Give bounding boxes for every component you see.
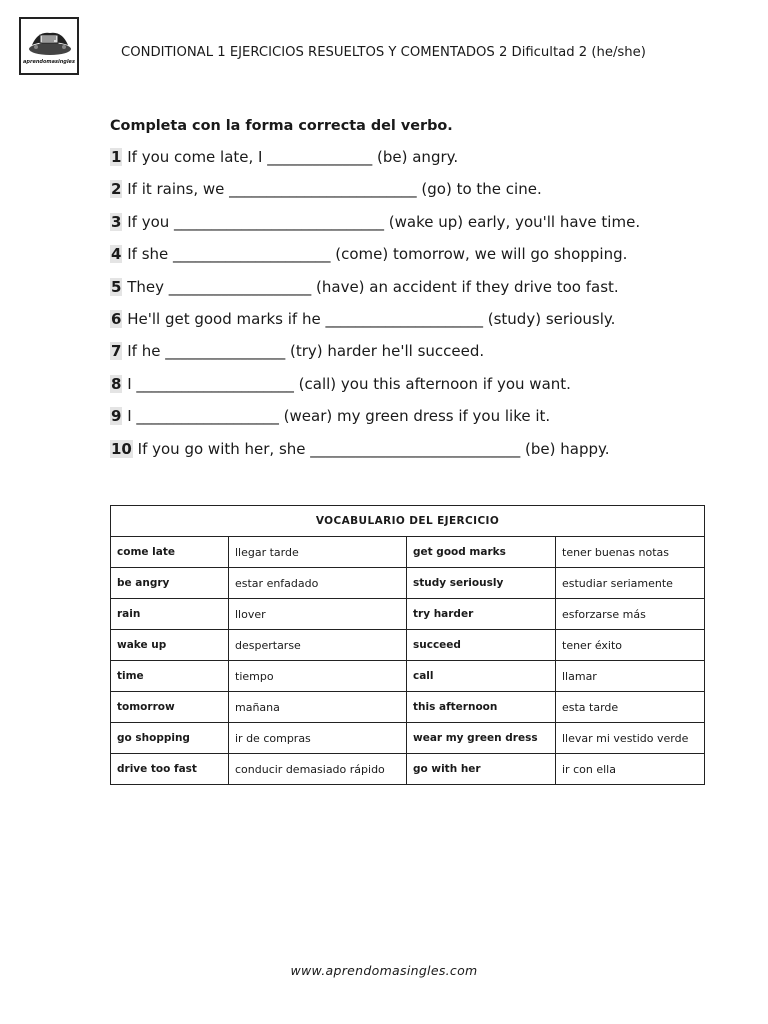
- exercise-sentence: If you ____________________________ (wake up) early, you'll have time.: [127, 212, 641, 231]
- footer-website: www.aprendomasingles.com: [290, 963, 478, 978]
- exercise-item: [110, 180, 542, 198]
- vocab-term-english: this afternoon: [407, 692, 556, 723]
- exercise-instruction: Completa con la forma correcta del verbo.: [110, 118, 453, 134]
- logo-illustration-icon: [26, 25, 74, 57]
- exercise-sentence: If he ________________ (try) harder he'll succeed.: [127, 342, 485, 361]
- vocab-term-english: study seriously: [407, 568, 556, 599]
- vocab-term-spanish: estudiar seriamente: [556, 568, 705, 599]
- exercise-number: 6: [111, 310, 122, 328]
- vocab-term-english: get good marks: [407, 537, 556, 568]
- vocab-term-spanish: esta tarde: [556, 692, 705, 723]
- exercise-item: [110, 375, 571, 393]
- table-row: [111, 630, 705, 661]
- table-row: [111, 723, 705, 754]
- table-row: [111, 599, 705, 630]
- vocab-term-spanish: ir de compras: [229, 723, 407, 754]
- vocab-term-spanish: tener éxito: [556, 630, 705, 661]
- table-row: [111, 692, 705, 723]
- exercise-sentence: He'll get good marks if he _____________________ (study) seriously.: [127, 310, 616, 328]
- vocab-term-english: rain: [111, 599, 229, 630]
- vocab-term-english: go with her: [407, 754, 556, 785]
- exercise-item: [110, 310, 615, 328]
- exercise-sentence: If it rains, we _________________________ (go) to the cine.: [127, 180, 542, 199]
- exercise-sentence: If she _____________________ (come) tomorrow, we will go shopping.: [127, 245, 628, 264]
- exercise-sentence: If you go with her, she ____________________________ (be) happy.: [137, 439, 610, 458]
- exercise-number: 3: [111, 212, 122, 231]
- exercise-number: 4: [111, 245, 122, 264]
- vocab-term-spanish: llevar mi vestido verde: [556, 723, 705, 754]
- logo-text: aprendomasingles: [23, 59, 75, 65]
- logo: [19, 17, 79, 75]
- vocab-term-english: call: [407, 661, 556, 692]
- vocab-term-english: succeed: [407, 630, 556, 661]
- exercise-number: 8: [111, 374, 122, 393]
- exercise-item: [110, 407, 550, 425]
- exercise-item: [110, 440, 610, 458]
- vocab-term-english: be angry: [111, 568, 229, 599]
- vocab-term-english: go shopping: [111, 723, 229, 754]
- vocabulary-table-body: [111, 537, 705, 785]
- exercise-number: 5: [111, 277, 122, 296]
- vocab-term-spanish: llamar: [556, 661, 705, 692]
- vocab-term-spanish: llover: [229, 599, 407, 630]
- vocab-term-spanish: ir con ella: [556, 754, 705, 785]
- exercise-sentence: If you come late, I ______________ (be) angry.: [127, 148, 459, 166]
- vocab-term-spanish: conducir demasiado rápido: [229, 754, 407, 785]
- exercise-number: 2: [111, 180, 122, 199]
- vocab-term-spanish: despertarse: [229, 630, 407, 661]
- page-header-title: CONDITIONAL 1 EJERCICIOS RESUELTOS Y COMENTADOS 2 Dificultad 2 (he/she): [121, 45, 646, 60]
- vocab-term-english: tomorrow: [111, 692, 229, 723]
- vocab-term-spanish: tiempo: [229, 661, 407, 692]
- vocab-term-english: drive too fast: [111, 754, 229, 785]
- exercise-item: [110, 148, 458, 166]
- vocabulary-table-title: VOCABULARIO DEL EJERCICIO: [111, 506, 705, 537]
- exercise-item: [110, 245, 627, 263]
- exercise-item: [110, 213, 640, 231]
- exercise-sentence: They ___________________ (have) an accident if they drive too fast.: [127, 277, 619, 296]
- exercise-number: 1: [111, 148, 122, 166]
- exercise-item: [110, 342, 484, 360]
- vocab-term-spanish: estar enfadado: [229, 568, 407, 599]
- vocab-term-english: wear my green dress: [407, 723, 556, 754]
- table-row: [111, 568, 705, 599]
- exercise-number: 9: [111, 407, 122, 426]
- vocab-term-spanish: llegar tarde: [229, 537, 407, 568]
- exercise-sentence: I ___________________ (wear) my green dress if you like it.: [127, 407, 551, 426]
- vocab-term-spanish: mañana: [229, 692, 407, 723]
- exercise-item: [110, 278, 619, 296]
- vocab-term-spanish: esforzarse más: [556, 599, 705, 630]
- vocab-term-english: come late: [111, 537, 229, 568]
- vocabulary-table: [110, 505, 705, 785]
- exercise-number: 7: [111, 342, 122, 361]
- vocab-term-english: wake up: [111, 630, 229, 661]
- vocab-term-english: try harder: [407, 599, 556, 630]
- vocab-term-english: time: [111, 661, 229, 692]
- table-row: [111, 537, 705, 568]
- vocab-term-spanish: tener buenas notas: [556, 537, 705, 568]
- exercise-sentence: I _____________________ (call) you this afternoon if you want.: [127, 374, 571, 393]
- table-row: [111, 661, 705, 692]
- table-row: [111, 754, 705, 785]
- exercise-number: 10: [111, 439, 132, 458]
